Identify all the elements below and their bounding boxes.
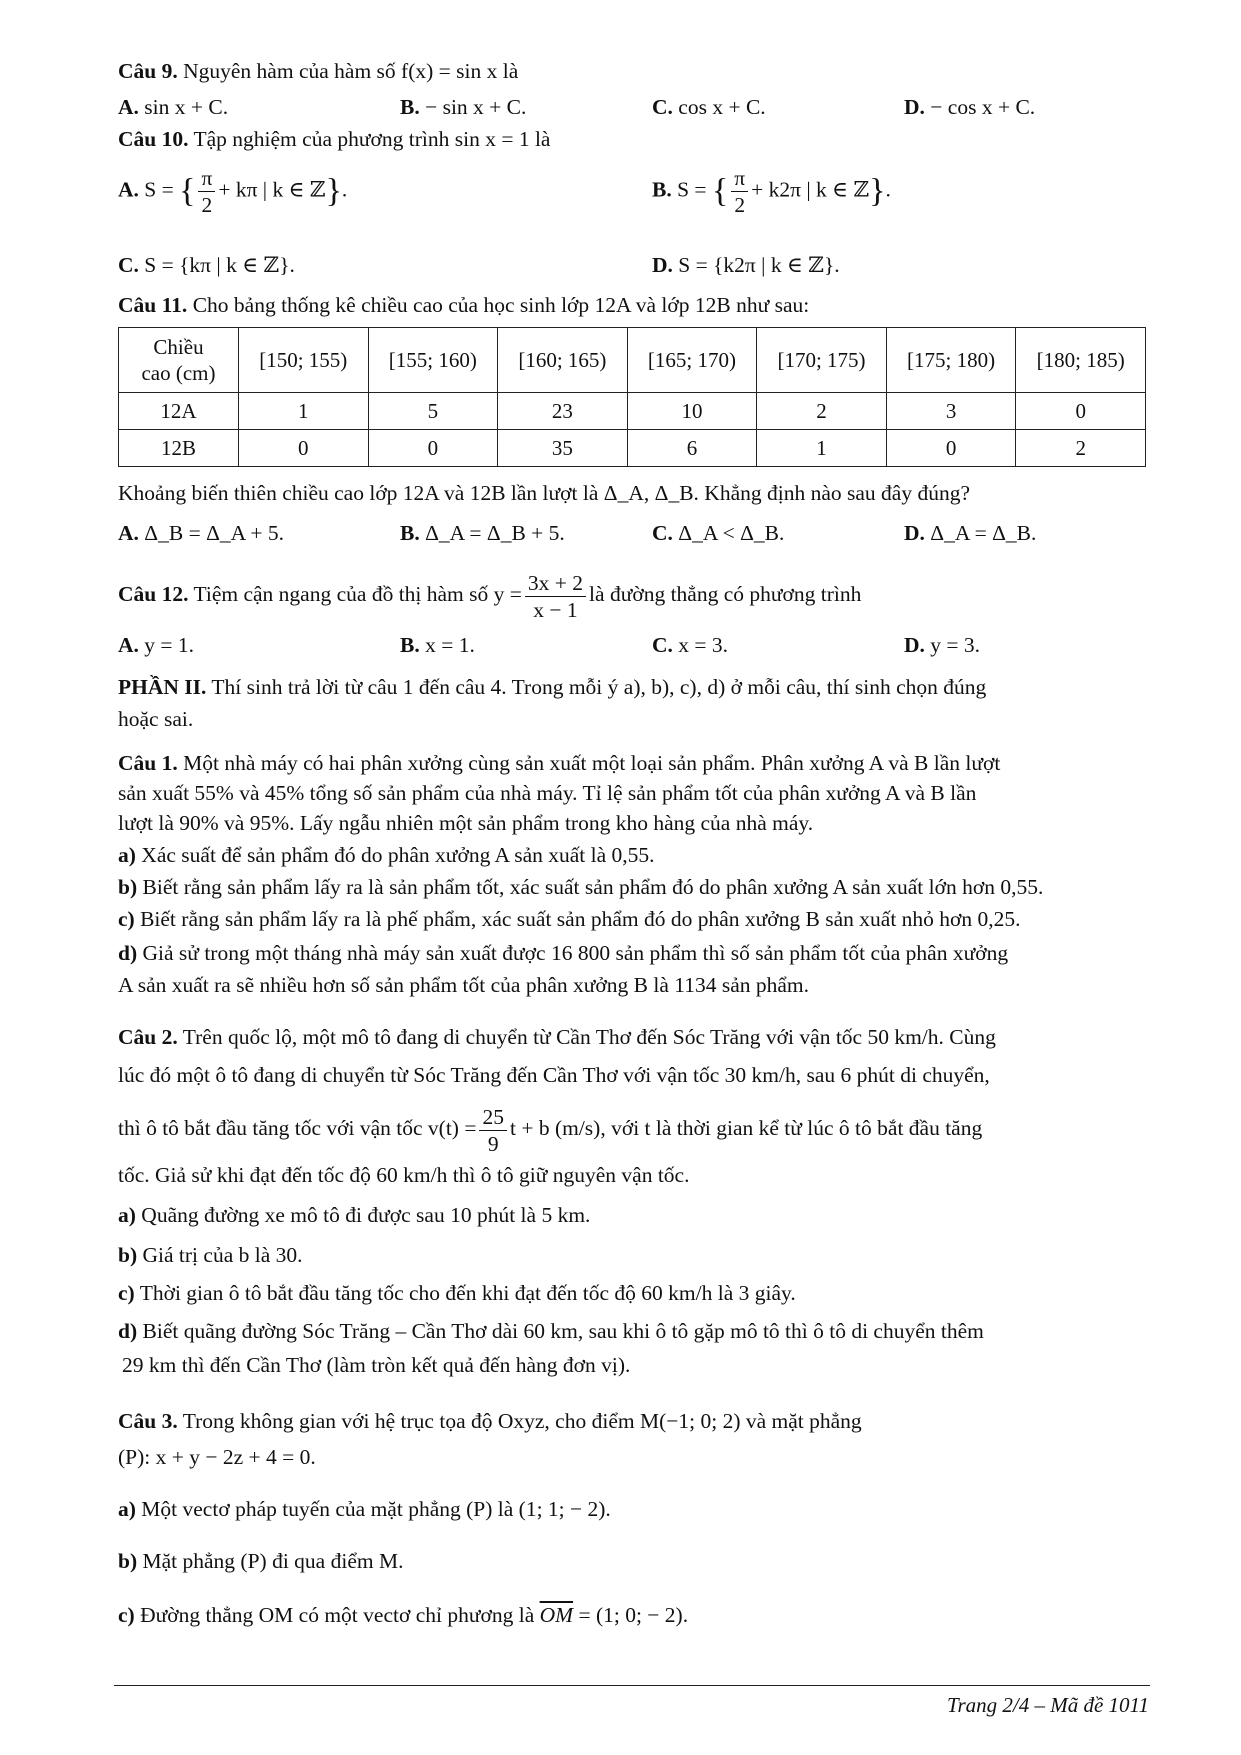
q10-stem (118, 124, 1146, 154)
p2q2-statement-b: b) Giá trị của b là 30. (118, 1243, 303, 1267)
q12-stem (118, 562, 1146, 626)
q12-option-c: C. x = 3. (652, 633, 729, 657)
table-header-cell: [165; 170) (627, 328, 757, 393)
table-header-cell: [155; 160) (368, 328, 498, 393)
p2q2-line4: tốc. Giả sử khi đạt đến tốc độ 60 km/h thì ô tô giữ nguyên vận tốc. (118, 1163, 690, 1187)
q11-text: Cho bảng thống kê chiều cao của học sinh lớp 12A và lớp 12B như sau: (192, 293, 810, 317)
q11-question: Khoảng biến thiên chiều cao lớp 12A và 12B lần lượt là Δ_A, Δ_B. Khẳng định nào sau đây đúng? (118, 481, 971, 505)
q10-option-d: D. S = {k2π | k ∈ ℤ}. (652, 253, 840, 277)
p2q2-fraction: $\frac{25}{9}$ (479, 1104, 507, 1157)
footer-divider (114, 1685, 1150, 1686)
p2q1-statement-b: b) Biết rằng sản phẩm lấy ra là sản phẩm tốt, xác suất sản phẩm đó do phân xưởng A sản xuất lớn hơn 0,55. (118, 875, 1044, 899)
table-cell: 0 (1016, 393, 1146, 430)
table-cell: 2 (757, 393, 887, 430)
table-cell: 10 (627, 393, 757, 430)
table-row-12b (119, 430, 1146, 467)
part2-heading (118, 672, 1146, 702)
q12-text-after: là đường thẳng có phương trình (589, 582, 862, 606)
height-stats-table (118, 327, 1146, 467)
q10-label: Câu 10. (118, 127, 189, 151)
p2q2-label: Câu 2. (118, 1025, 178, 1049)
table-cell: 3 (886, 393, 1016, 430)
q11-label: Câu 11. (118, 293, 188, 317)
part2-instructions-cont: hoặc sai. (118, 707, 194, 731)
p2q1-statement-c: c) Biết rằng sản phẩm lấy ra là phế phẩm, xác suất sản phẩm đó do phân xưởng B sản xuất nhỏ hơn 0,25. (118, 907, 1021, 931)
table-cell: 6 (627, 430, 757, 467)
vector-om: $\overline{OM}$ (539, 1603, 574, 1627)
table-header-cell: [160; 165) (498, 328, 628, 393)
p2q2-line3: thì ô tô bắt đầu tăng tốc với vận tốc v(t) = $\frac{25}{9}$ t + b (m/s), với t là thời gian kể từ lúc ô tô bắt đầu tăng (118, 1104, 983, 1156)
p2q2-line1: Câu 2. Trên quốc lộ, một mô tô đang di chuyển từ Cần Thơ đến Sóc Trăng với vận tốc 50 km/h. Cùng (118, 1025, 996, 1049)
p2q3-line2: (P): x + y − 2z + 4 = 0. (118, 1445, 316, 1469)
table-cell: 5 (368, 393, 498, 430)
p2q3-line1: Câu 3. Trong không gian với hệ trục tọa độ Oxyz, cho điểm M(−1; 0; 2) và mặt phẳng (118, 1409, 862, 1433)
p2q2-statement-c: c) Thời gian ô tô bắt đầu tăng tốc cho đến khi đạt đến tốc độ 60 km/h là 3 giây. (118, 1281, 796, 1305)
table-header-label: Chiều cao (cm) (119, 328, 239, 393)
p2q1-line3: lượt là 90% và 95%. Lấy ngẫu nhiên một sản phẩm trong kho hàng của nhà máy. (118, 811, 814, 835)
p2q1-statement-d: d) Giả sử trong một tháng nhà máy sản xuất được 16 800 sản phẩm thì số sản phẩm tốt của phân xưởng (118, 941, 1009, 965)
q10-option-a: A. S = { $\frac{\pi}{2}$ + kπ | k ∈ ℤ}. (118, 166, 348, 217)
q11-stem (118, 290, 1146, 320)
table-header-cell: [170; 175) (757, 328, 887, 393)
p2q2-statement-d: d) Biết quãng đường Sóc Trăng – Cần Thơ dài 60 km, sau khi ô tô gặp mô tô thì ô tô di chuyển thêm (118, 1319, 984, 1343)
q9-option-b: B. − sin x + C. (400, 95, 527, 119)
q11-option-b: B. Δ_A = Δ_B + 5. (400, 521, 565, 545)
part2-label: PHẦN II. (118, 675, 207, 699)
q9-stem (118, 56, 1146, 86)
table-cell: 1 (239, 393, 369, 430)
table-row-label: 12A (119, 393, 239, 430)
table-cell: 35 (498, 430, 628, 467)
table-row-label: 12B (119, 430, 239, 467)
p2q2-statement-d-cont: 29 km thì đến Cần Thơ (làm tròn kết quả đến hàng đơn vị). (122, 1353, 631, 1377)
table-header-cell: [150; 155) (239, 328, 369, 393)
q10-option-c: C. S = {kπ | k ∈ ℤ}. (118, 253, 295, 277)
table-cell: 0 (886, 430, 1016, 467)
table-header-cell: [180; 185) (1016, 328, 1146, 393)
p2q1-label: Câu 1. (118, 751, 178, 775)
q9-text: Nguyên hàm của hàm số f(x) = sin x là (183, 59, 519, 83)
table-cell: 0 (368, 430, 498, 467)
q12-fraction: $\frac{3x + 2}{x - 1}$ (525, 570, 586, 623)
table-header-cell: [175; 180) (886, 328, 1016, 393)
q9-option-a: A. sin x + C. (118, 95, 229, 119)
q12-option-b: B. x = 1. (400, 633, 475, 657)
p2q3-statement-a: a) Một vectơ pháp tuyến của mặt phẳng (P) là (1; 1; − 2). (118, 1497, 611, 1521)
table-cell: 2 (1016, 430, 1146, 467)
table-cell: 23 (498, 393, 628, 430)
q10-option-b: B. S = { $\frac{\pi}{2}$ + k2π | k ∈ ℤ}. (652, 166, 891, 217)
p2q1-statement-d-cont: A sản xuất ra sẽ nhiều hơn số sản phẩm tốt của phân xưởng B là 1134 sản phẩm. (118, 973, 810, 997)
p2q1-line2: sản xuất 55% và 45% tổng số sản phẩm của nhà máy. Tỉ lệ sản phẩm tốt của phân xưởng A và B lần (118, 781, 977, 805)
q11-option-c: C. Δ_A < Δ_B. (652, 521, 785, 545)
q12-option-d: D. y = 3. (904, 633, 981, 657)
q9-option-c: C. cos x + C. (652, 95, 766, 119)
table-header-row (119, 328, 1146, 393)
q10-text: Tập nghiệm của phương trình sin x = 1 là (193, 127, 551, 151)
p2q1-statement-a: a) Xác suất để sản phẩm đó do phân xưởng A sản xuất là 0,55. (118, 843, 655, 867)
p2q2-line2: lúc đó một ô tô đang di chuyển từ Sóc Trăng đến Cần Thơ với vận tốc 30 km/h, sau 6 phút di chuyển, (118, 1063, 990, 1087)
page-footer: Trang 2/4 – Mã đề 1011 (946, 1693, 1149, 1717)
p2q2-statement-a: a) Quãng đường xe mô tô đi được sau 10 phút là 5 km. (118, 1203, 591, 1227)
p2q3-statement-b: b) Mặt phẳng (P) đi qua điểm M. (118, 1549, 404, 1573)
q12-label: Câu 12. (118, 582, 189, 606)
p2q1-line1: Câu 1. Một nhà máy có hai phân xưởng cùng sản xuất một loại sản phẩm. Phân xưởng A và B lần lượt (118, 751, 1001, 775)
q11-option-a: A. Δ_B = Δ_A + 5. (118, 521, 284, 545)
part2-instructions: Thí sinh trả lời từ câu 1 đến câu 4. Trong mỗi ý a), b), c), d) ở mỗi câu, thí sinh chọn đúng (211, 675, 987, 699)
q10-options-ab (118, 165, 1146, 225)
q9-option-d: D. − cos x + C. (904, 95, 1036, 119)
q11-option-d: D. Δ_A = Δ_B. (904, 521, 1037, 545)
table-cell: 1 (757, 430, 887, 467)
p2q3-statement-c: c) Đường thẳng OM có một vectơ chỉ phương là $\overline{OM} = (1$; 0; − 2). (118, 1603, 689, 1627)
q12-option-a: A. y = 1. (118, 633, 195, 657)
p2q3-label: Câu 3. (118, 1409, 178, 1433)
q12-text-before: Tiệm cận ngang của đồ thị hàm số y = (193, 582, 522, 606)
table-cell: 0 (239, 430, 369, 467)
table-row-12a (119, 393, 1146, 430)
q9-label: Câu 9. (118, 59, 178, 83)
